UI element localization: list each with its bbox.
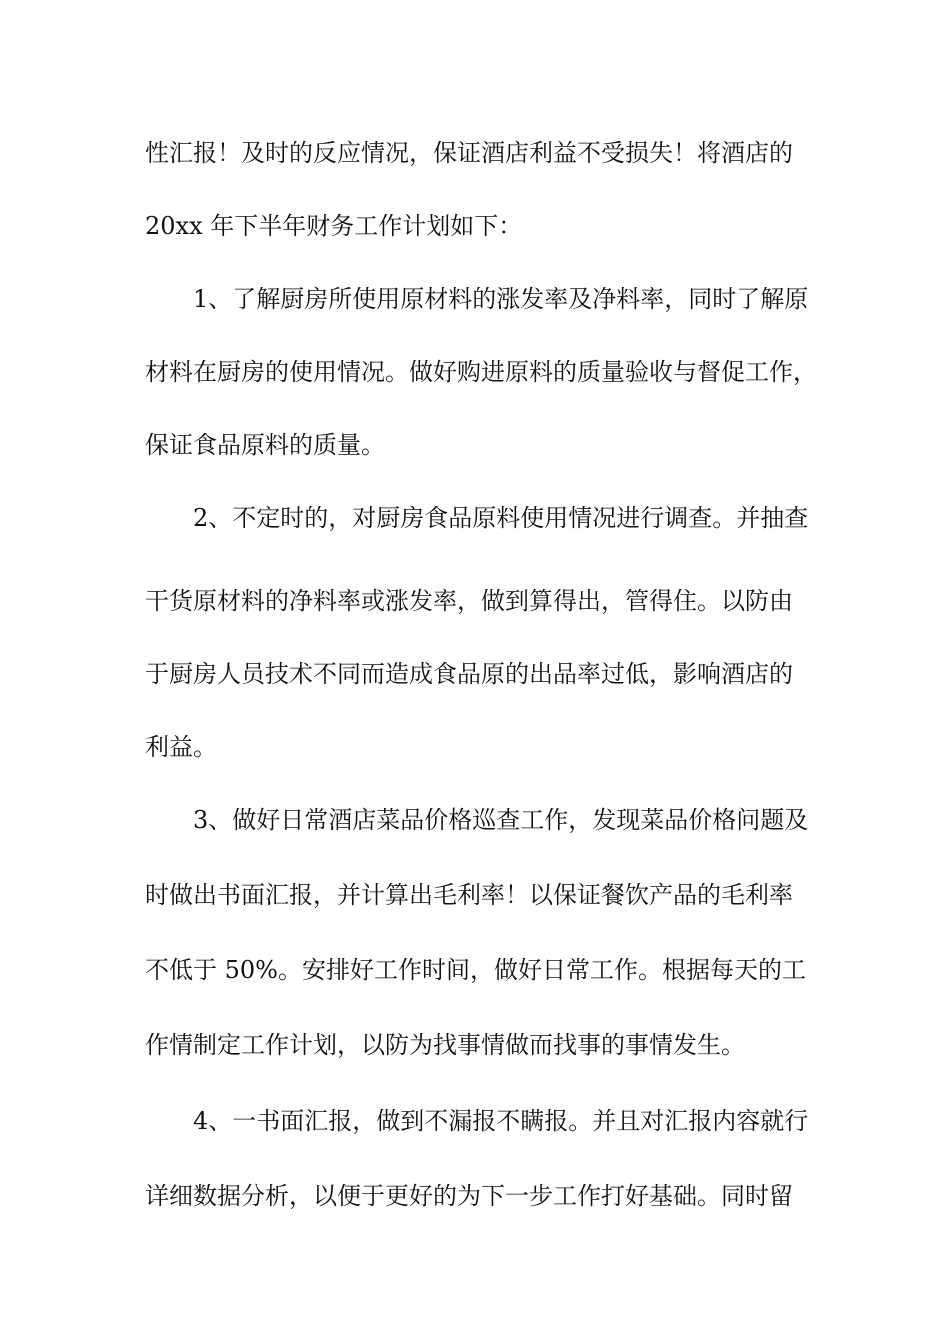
text-line: 材料在厨房的使用情况。做好购进原料的质量验收与督促工作， <box>145 358 817 386</box>
paragraph-1-line: 1、了解厨房所使用原材料的涨发率及净料率，同时了解原 <box>193 285 809 313</box>
text-line: 20xx 年下半年财务工作计划如下： <box>145 212 523 240</box>
paragraph-4-line: 4、一书面汇报，做到不漏报不瞒报。并且对汇报内容就行 <box>193 1107 809 1135</box>
text-line: 干货原材料的净料率或涨发率，做到算得出，管得住。以防由 <box>145 587 793 615</box>
text-line: 不低于 50%。安排好工作时间，做好日常工作。根据每天的工 <box>145 956 806 984</box>
paragraph-3-line: 3、做好日常酒店菜品价格巡查工作，发现菜品价格问题及 <box>193 806 809 834</box>
text-line: 于厨房人员技术不同而造成食品原的出品率过低，影响酒店的 <box>145 660 793 688</box>
paragraph-2-line: 2、不定时的，对厨房食品原料使用情况进行调查。并抽查 <box>193 504 809 532</box>
text-line: 时做出书面汇报，并计算出毛利率！以保证餐饮产品的毛利率 <box>145 881 793 909</box>
text-line: 详细数据分析，以便于更好的为下一步工作打好基础。同时留 <box>145 1182 793 1210</box>
text-line: 性汇报！及时的反应情况，保证酒店利益不受损失！将酒店的 <box>145 139 793 167</box>
text-line: 作情制定工作计划，以防为找事情做而找事的事情发生。 <box>145 1031 745 1059</box>
text-line: 保证食品原料的质量。 <box>145 431 385 459</box>
text-line: 利益。 <box>145 733 217 761</box>
